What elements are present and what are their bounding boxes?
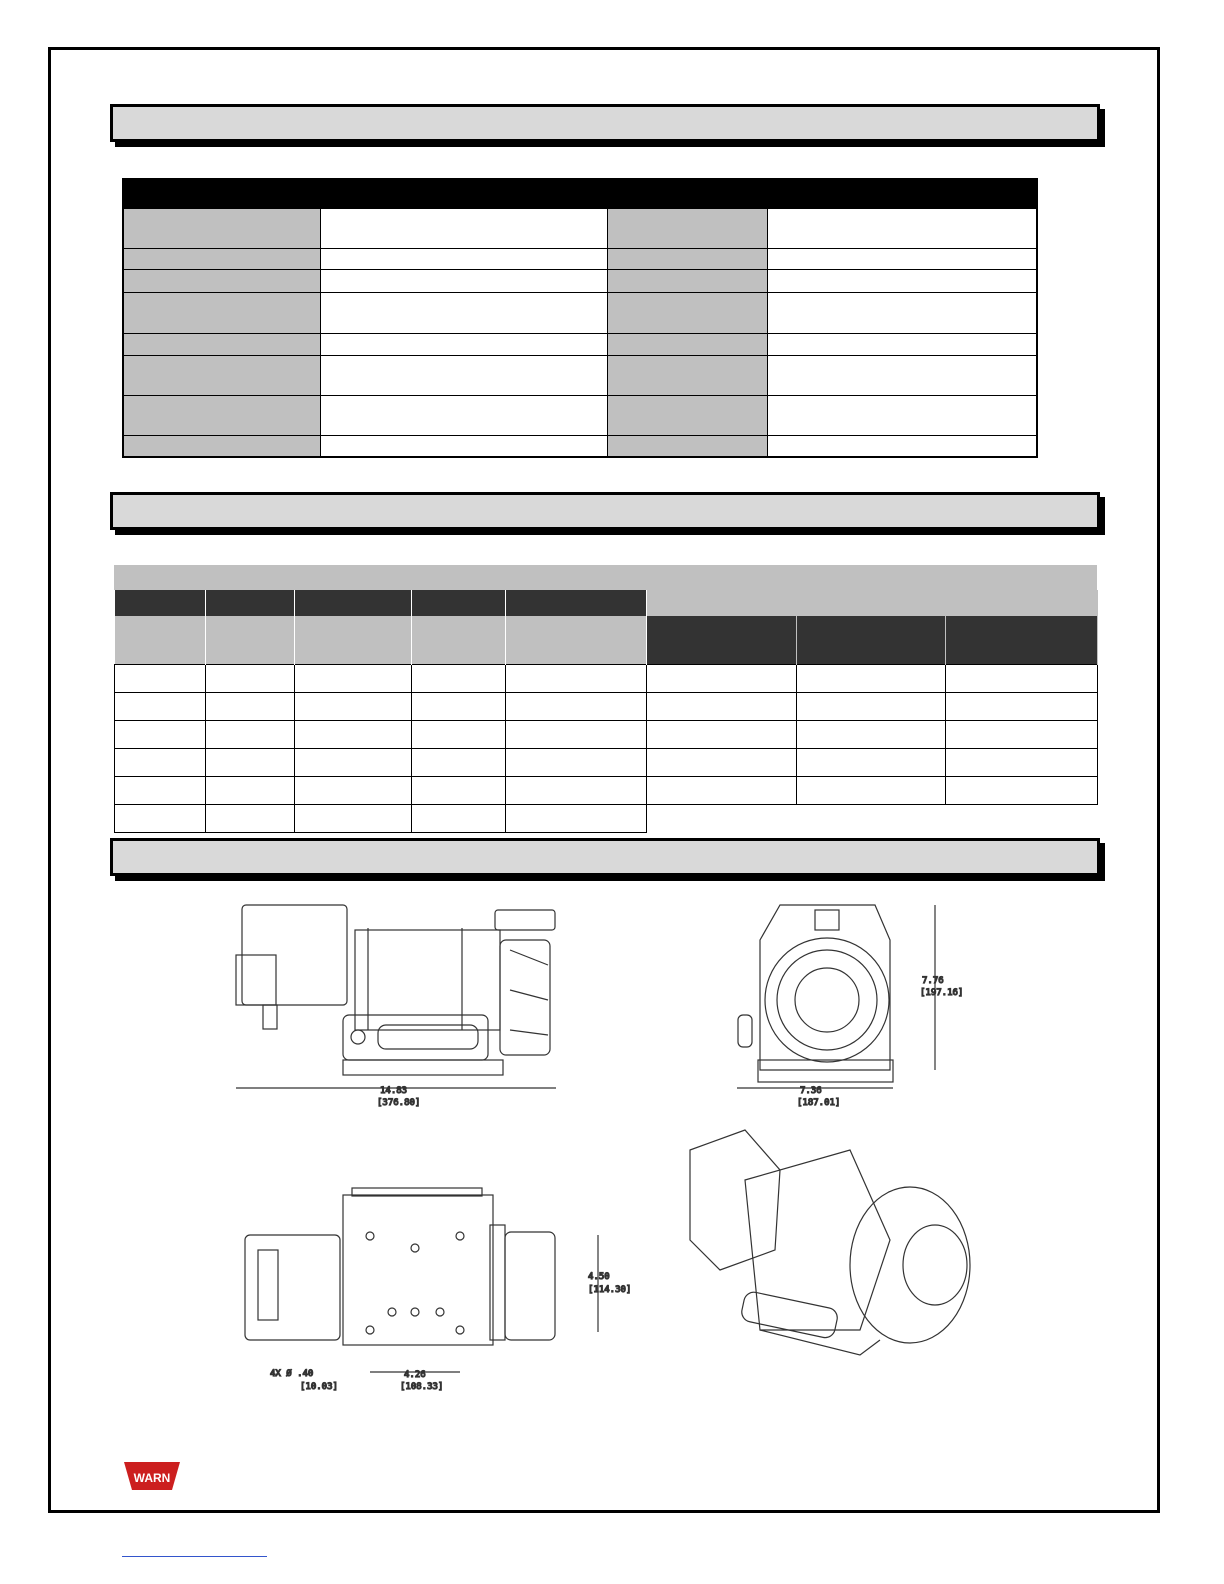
footer-link-underline	[122, 1556, 267, 1557]
bottom-depth-label: 4.50	[588, 1272, 610, 1282]
bottom-spacing-label: 4.26	[404, 1370, 426, 1380]
side-length-mm-label: [376.80]	[377, 1098, 421, 1108]
front-view-drawing	[737, 905, 935, 1088]
bottom-depth-mm-label: [114.30]	[588, 1285, 632, 1295]
side-view-drawing	[236, 905, 556, 1088]
hole-callout-mm-label: [10.03]	[300, 1382, 338, 1392]
front-height-mm-label: [197.16]	[920, 988, 964, 998]
bottom-view-drawing	[245, 1188, 598, 1372]
bottom-spacing-mm-label: [108.33]	[400, 1382, 444, 1392]
isometric-view-drawing	[690, 1130, 970, 1355]
front-height-label: 7.76	[922, 976, 944, 986]
side-length-label: 14.83	[380, 1086, 408, 1096]
logo-text: WARN	[133, 1471, 171, 1485]
hole-callout-label: 4X Ø .40	[270, 1369, 314, 1379]
front-width-label: 7.36	[800, 1086, 822, 1096]
front-width-mm-label: [187.01]	[797, 1098, 841, 1108]
warn-logo	[122, 1460, 182, 1496]
